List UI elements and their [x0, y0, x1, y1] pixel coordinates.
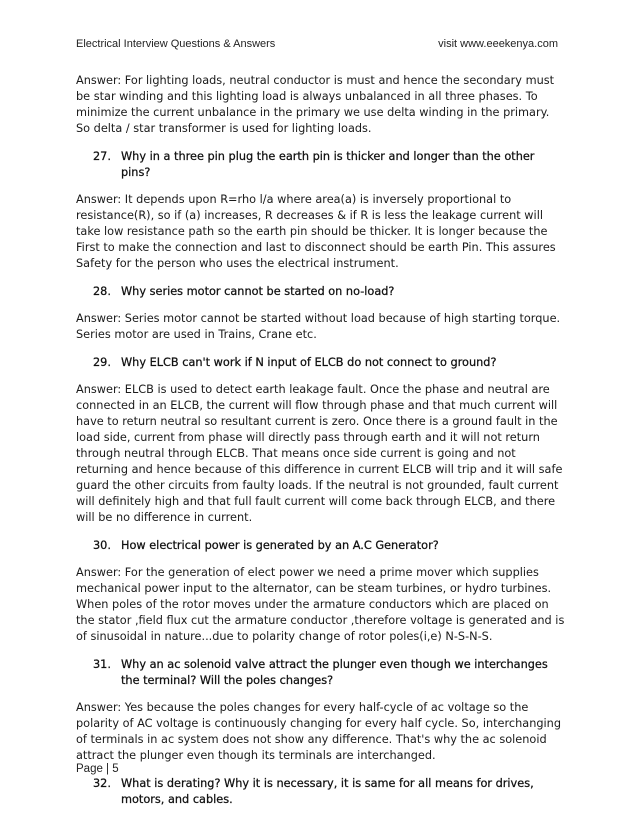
question-text: Why an ac solenoid valve attract the plunger even though we interchanges the terminal? Will the poles changes? [121, 658, 548, 687]
question-heading [93, 776, 566, 808]
question-number: 30. [93, 539, 111, 552]
answer-paragraph: Answer: For lighting loads, neutral conductor is must and hence the secondary must be star winding and this lighting load is always unbalanced in all three phases. To minimize the current unbalance in the primary we use delta winding in the primary. So delta / star transformer is used for lighting loads. [76, 74, 555, 135]
question-text: Why ELCB can't work if N input of ELCB do not connect to ground? [121, 356, 497, 369]
question-text: What is derating? Why it is necessary, it is same for all means for drives, motors, and cables. [121, 777, 534, 806]
header-title: Electrical Interview Questions & Answers [76, 38, 276, 50]
question-heading [93, 149, 566, 181]
page-footer: Page | 5 [76, 763, 119, 775]
question-number: 32. [93, 777, 111, 790]
question-number: 29. [93, 356, 111, 369]
answer-paragraph: Answer: ELCB is used to detect earth leakage fault. Once the phase and neutral are connected in an ELCB, the current will flow through phase and that much current will have to return neutral so resultant current is zero. Once there is a ground fault in the load side, current from phase will directly pass through earth and it will not return through neutral through ELCB. That means once side current is going and not returning and hence because of this difference in current ELCB will trip and it will safe guard the other circuits from faulty loads. If the neutral is not grounded, fault current will definitely high and that full fault current will come back through ELCB, and there will be no difference in current. [76, 383, 563, 524]
question-number: 27. [93, 150, 111, 163]
question-text: Why series motor cannot be started on no-load? [121, 285, 395, 298]
page-header [76, 38, 558, 50]
header-website: visit www.eeekenya.com [438, 38, 558, 50]
answer-paragraph: Answer: Series motor cannot be started without load because of high starting torque. Series motor are used in Trains, Crane etc. [76, 312, 561, 341]
question-heading [93, 284, 566, 300]
question-number: 31. [93, 658, 111, 671]
question-number: 28. [93, 285, 111, 298]
question-heading [93, 657, 566, 689]
answer-paragraph: Answer: It depends upon R=rho l/a where area(a) is inversely proportional to resistance(R), so if (a) increases, R decreases & if R is less the leakage current will take low resistance path so the earth pin should be thicker. It is longer because the First to make the connection and last to disconnect should be earth Pin. This assures Safety for the person who uses the electrical instrument. [76, 193, 556, 270]
answer-paragraph: Answer: For the generation of elect power we need a prime mover which supplies mechanical power input to the alternator, can be steam turbines, or hydro turbines. When poles of the rotor moves under the armature conductors which are placed on the stator ,field flux cut the armature conductor ,therefore voltage is generated and is of sinusoidal in nature...due to polarity change of rotor poles(i,e) N-S-N-S. [76, 566, 565, 643]
document-body [76, 73, 566, 819]
question-heading [93, 355, 566, 371]
question-heading [93, 538, 566, 554]
answer-paragraph: Answer: Yes because the poles changes for every half-cycle of ac voltage so the polarity of AC voltage is continuously changing for every half cycle. So, interchanging of terminals in ac system does not show any difference. That's why the ac solenoid attract the plunger even though its terminals are interchanged. [76, 701, 561, 762]
question-text: Why in a three pin plug the earth pin is thicker and longer than the other pins? [121, 150, 535, 179]
question-text: How electrical power is generated by an A.C Generator? [121, 539, 439, 552]
